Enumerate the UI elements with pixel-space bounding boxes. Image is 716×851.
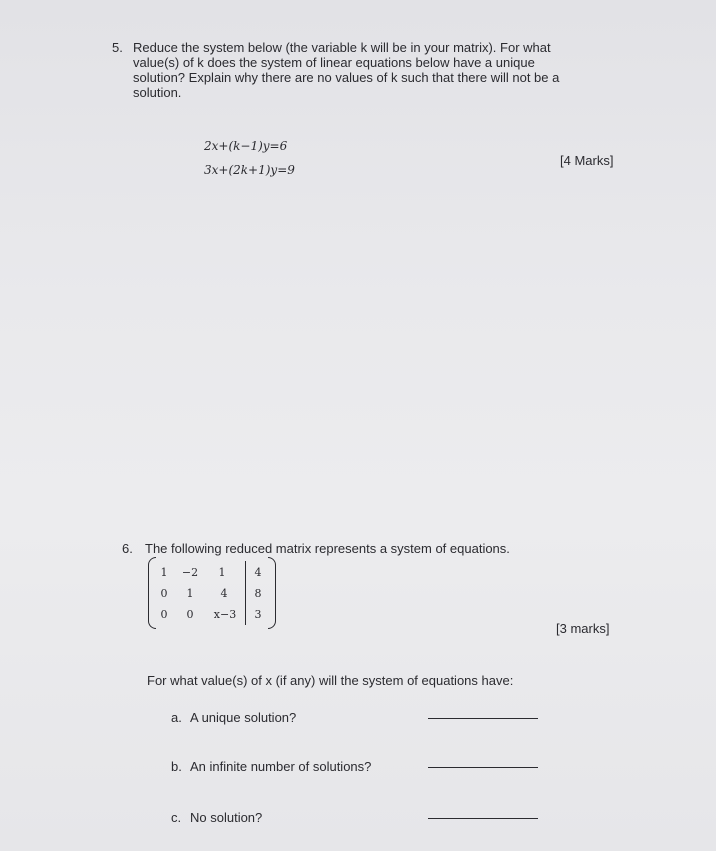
matrix-cell-r1c1: 1 <box>160 566 168 579</box>
part-a-text: A unique solution? <box>190 710 297 725</box>
question-5-marks: [4 Marks] <box>560 153 614 168</box>
part-a-answer-blank[interactable] <box>428 718 538 719</box>
matrix-cell-r1c4: 4 <box>254 566 262 579</box>
question-5-line-2: value(s) of k does the system of linear equations below have a unique <box>133 55 535 70</box>
question-6-number: 6. <box>122 541 133 556</box>
question-6-marks: [3 marks] <box>556 621 610 636</box>
matrix-right-bracket <box>268 557 276 629</box>
question-6-intro: The following reduced matrix represents a system of equations. <box>145 541 510 556</box>
matrix-cell-r3c1: 0 <box>160 608 168 621</box>
matrix-cell-r2c3: 4 <box>220 587 228 600</box>
part-c-text: No solution? <box>190 810 263 825</box>
question-5-line-1: Reduce the system below (the variable k will be in your matrix). For what <box>133 40 551 55</box>
equation-2: 3x+(2k+1)y=9 <box>204 163 295 177</box>
part-b-label: b. <box>171 759 182 774</box>
part-c-label: c. <box>171 810 182 825</box>
augmented-matrix <box>148 557 276 629</box>
matrix-cell-r1c2: −2 <box>181 566 199 579</box>
question-5-line-3: solution? Explain why there are no values of k such that there will not be a <box>133 70 560 85</box>
part-c-answer-blank[interactable] <box>428 818 538 819</box>
augmentation-line <box>245 561 246 625</box>
matrix-cell-r2c1: 0 <box>160 587 168 600</box>
part-b-answer-blank[interactable] <box>428 767 538 768</box>
question-5-text <box>133 40 653 100</box>
question-6-prompt: For what value(s) of x (if any) will the system of equations have: <box>147 673 514 688</box>
matrix-cell-r3c4: 3 <box>254 608 262 621</box>
matrix-cell-r1c3: 1 <box>218 566 226 579</box>
question-5-line-4: solution. <box>133 85 182 100</box>
matrix-cell-r2c2: 1 <box>186 587 194 600</box>
part-b-text: An infinite number of solutions? <box>190 759 372 774</box>
matrix-cell-r2c4: 8 <box>254 587 262 600</box>
part-a-label: a. <box>171 710 182 725</box>
equation-1: 2x+(k−1)y=6 <box>204 139 288 153</box>
question-5-number: 5. <box>112 40 123 55</box>
matrix-cell-r3c2: 0 <box>186 608 194 621</box>
matrix-cell-r3c3: x−3 <box>213 608 237 621</box>
